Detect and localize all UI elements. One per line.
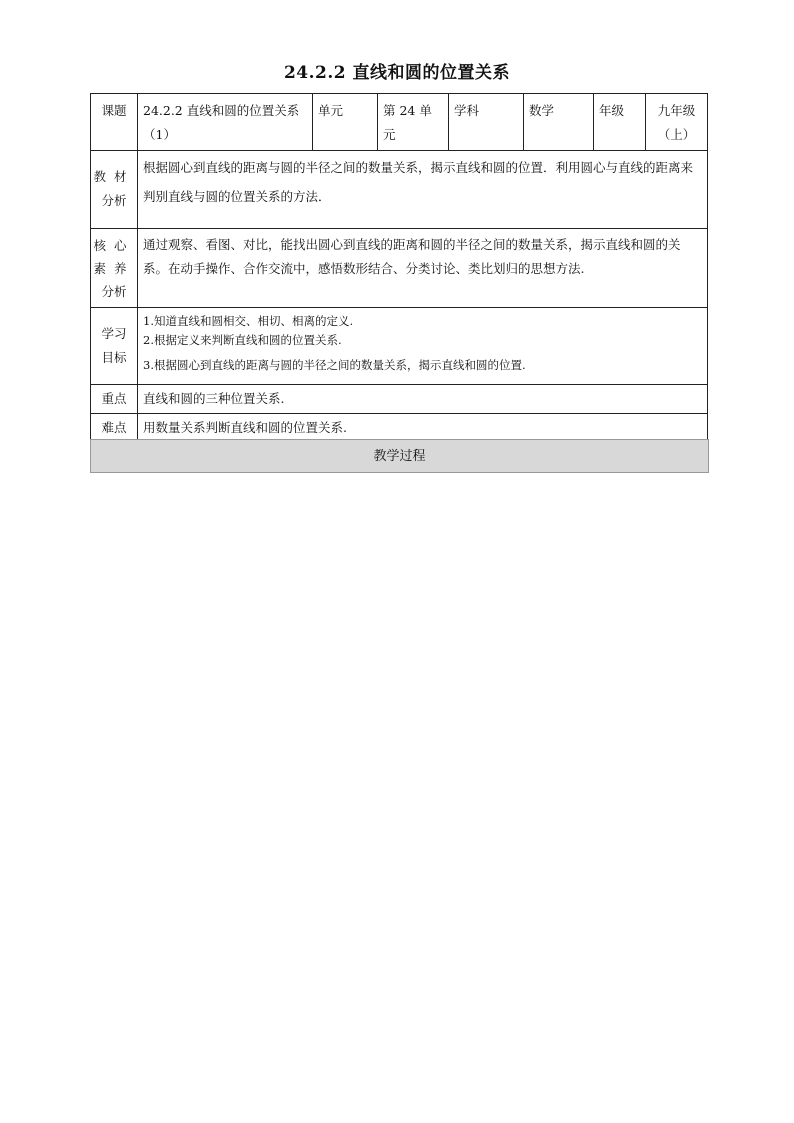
subject-value: 数学 xyxy=(524,94,594,151)
core-literacy-label-line3: 分析 xyxy=(101,284,127,299)
learning-goals-label xyxy=(91,308,138,385)
teaching-process-bar xyxy=(90,439,709,473)
header-row xyxy=(91,94,708,151)
unit-value: 第 24 单元 xyxy=(378,94,449,151)
learning-goal-1: 1.知道直线和圆相交、相切、相离的定义. xyxy=(143,314,354,328)
core-literacy-label xyxy=(91,229,138,308)
lesson-plan-table xyxy=(90,93,708,443)
topic-label: 课题 xyxy=(91,94,138,151)
core-literacy-row xyxy=(91,229,708,308)
material-analysis-row xyxy=(91,151,708,229)
material-analysis-content: 根据圆心到直线的距离与圆的半径之间的数量关系，揭示直线和圆的位置．利用圆心与直线的距离来判别直线与圆的位置关系的方法． xyxy=(138,151,708,229)
difficulty-label: 难点 xyxy=(91,414,138,443)
key-point-label: 重点 xyxy=(91,385,138,414)
material-analysis-label xyxy=(91,151,138,229)
grade-value: 九年级（上） xyxy=(646,94,708,151)
core-literacy-content: 通过观察、看图、对比，能找出圆心到直线的距离和圆的半径之间的数量关系，揭示直线和圆的关系。在动手操作、合作交流中，感悟数形结合、分类讨论、类比划归的思想方法. xyxy=(138,229,708,308)
learning-goal-3: 3.根据圆心到直线的距离与圆的半径之间的数量关系，揭示直线和圆的位置. xyxy=(143,358,526,372)
difficulty-content: 用数量关系判断直线和圆的位置关系. xyxy=(138,414,708,443)
key-point-content: 直线和圆的三种位置关系. xyxy=(138,385,708,414)
learning-goals-label-line1: 学习 xyxy=(101,326,127,341)
unit-label: 单元 xyxy=(313,94,378,151)
core-literacy-label-line1: 核心 xyxy=(93,238,135,253)
key-point-row xyxy=(91,385,708,414)
grade-label: 年级 xyxy=(594,94,646,151)
learning-goals-content xyxy=(138,308,708,385)
core-literacy-label-line2: 素养 xyxy=(93,261,135,276)
learning-goals-row xyxy=(91,308,708,385)
learning-goals-label-line2: 目标 xyxy=(101,350,127,365)
subject-label: 学科 xyxy=(449,94,524,151)
material-analysis-label-line1: 教材 xyxy=(93,169,135,184)
teaching-process-label: 教学过程 xyxy=(373,449,426,464)
material-analysis-label-line2: 分析 xyxy=(101,193,127,208)
document-title: 24.2.2 直线和圆的位置关系 xyxy=(283,63,511,83)
topic-value: 24.2.2 直线和圆的位置关系（1） xyxy=(138,94,313,151)
learning-goal-2: 2.根据定义来判断直线和圆的位置关系. xyxy=(143,333,342,347)
